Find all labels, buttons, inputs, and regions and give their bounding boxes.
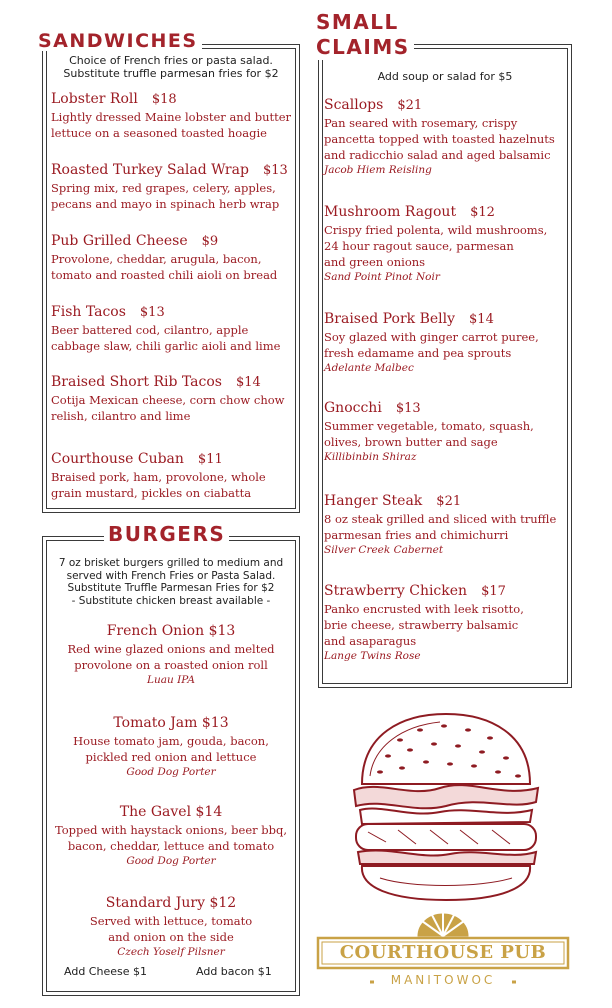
small-claims-note: Add soup or salad for $5 [377,70,513,83]
burger-illustration [340,706,552,904]
item-description: Soy glazed with ginger carrot puree, fresh edamame and pea sprouts [324,330,539,360]
add-cheese-note: Add Cheese $1 [64,965,147,978]
item-description: Summer vegetable, tomato, squash, olives, brown butter and sage [324,419,534,449]
item-name: Hanger Steak [324,493,423,509]
sandwiches-heading: SANDWICHES [34,32,202,51]
menu-item [51,88,297,141]
item-description: Braised pork, ham, provolone, whole grain mustard, pickles on ciabatta [51,470,266,500]
menu-item [324,490,568,558]
wine-pairing: Adelante Malbec [324,362,414,374]
item-price: $13 [395,401,421,416]
item-description: Provolone, cheddar, arugula, bacon, tomato and roasted chili aioli on bread [51,252,278,282]
beer-pairing: Czech Yoself Pilsner [117,946,225,958]
item-name: Tomato Jam $13 [113,715,229,731]
menu-item [324,397,568,465]
item-price: $14 [469,312,494,327]
item-price: $21 [397,98,423,113]
item-description: Cotija Mexican cheese, corn chow chow relish, cilantro and lime [51,393,285,423]
menu-item [51,230,297,283]
add-bacon-note: Add bacon $1 [196,965,272,978]
item-name: Braised Pork Belly [324,311,456,327]
burger-item [46,804,296,869]
item-description: House tomato jam, gouda, bacon, pickled red onion and lettuce [73,734,269,764]
menu-item [51,159,297,212]
item-description: Panko encrusted with leek risotto, brie cheese, strawberry balsamic and asaparagus [324,602,524,648]
item-description: Served with lettuce, tomato and onion on the side [89,914,253,944]
sandwiches-note: Choice of French fries or pasta salad. Substitute truffle parmesan fries for $2 [63,54,279,80]
wine-pairing: Sand Point Pinot Noir [324,271,440,283]
item-name: Mushroom Ragout [324,204,457,220]
item-price: $9 [201,234,219,249]
menu-item [51,301,297,354]
beer-pairing: Luau IPA [147,674,195,686]
item-description: Pan seared with rosemary, crispy pancetta topped with toasted hazelnuts and radicchio salad and aged balsamic [324,116,555,162]
item-description: Topped with haystack onions, beer bbq, bacon, cheddar, lettuce and tomato [54,823,288,853]
wine-pairing: Killibinbin Shiraz [324,451,417,463]
item-name: Braised Short Rib Tacos [51,374,222,390]
item-price: $12 [470,205,495,220]
wine-pairing: Lange Twins Rose [324,650,421,662]
item-price: $13 [262,163,288,178]
wine-pairing: Silver Creek Cabernet [324,544,444,556]
courthouse-pub-logo [316,912,570,996]
item-price: $21 [436,494,462,509]
menu-item [324,308,568,376]
item-description: Lightly dressed Maine lobster and butter lettuce on a seasoned toasted hoagie [51,110,292,140]
item-name: Courthouse Cuban [51,451,184,467]
menu-item [51,371,297,424]
logo-location: MANITOWOC [390,973,496,987]
item-price: $17 [481,584,506,599]
beer-pairing: Good Dog Porter [126,766,216,778]
item-name: French Onion $13 [106,623,236,639]
item-description: Crispy fried polenta, wild mushrooms, 24 hour ragout sauce, parmesan and green onions [324,223,548,269]
menu-item [324,201,568,285]
item-description: Beer battered cod, cilantro, apple cabbage slaw, chili garlic aioli and lime [51,323,281,353]
burger-item [46,895,296,960]
item-name: Standard Jury $12 [105,895,237,911]
burgers-heading: BURGERS [104,524,229,544]
logo-name: COURTHOUSE PUB [339,942,547,963]
item-name: Scallops [324,97,384,113]
menu-item [51,448,297,501]
item-name: Strawberry Chicken [324,583,468,599]
item-name: Roasted Turkey Salad Wrap [51,162,249,178]
item-name: Gnocchi [324,400,382,416]
item-name: Lobster Roll [51,91,138,107]
wine-pairing: Jacob Hiem Reisling [324,164,432,176]
burgers-note: 7 oz brisket burgers grilled to medium and served with French Fries or Pasta Salad. Substitute Truffle Parmesan Fries for $2 - Substitute chicken breast available - [58,557,284,607]
item-name: Pub Grilled Cheese [51,233,188,249]
burger-item [46,715,296,780]
item-description: Red wine glazed onions and melted provolone on a roasted onion roll [67,642,275,672]
item-price: $11 [197,452,223,467]
menu-item [324,580,568,664]
item-name: The Gavel $14 [119,804,223,820]
item-description: 8 oz steak grilled and sliced with truffle parmesan fries and chimichurri [324,512,557,542]
beer-pairing: Good Dog Porter [126,855,216,867]
item-name: Fish Tacos [51,304,126,320]
item-price: $18 [151,92,177,107]
burger-item [46,623,296,688]
item-description: Spring mix, red grapes, celery, apples, pecans and mayo in spinach herb wrap [51,181,280,211]
item-price: $14 [235,375,261,390]
small-claims-heading: SMALL CLAIMS [312,10,414,60]
item-price: $13 [139,305,165,320]
menu-item [324,94,568,178]
